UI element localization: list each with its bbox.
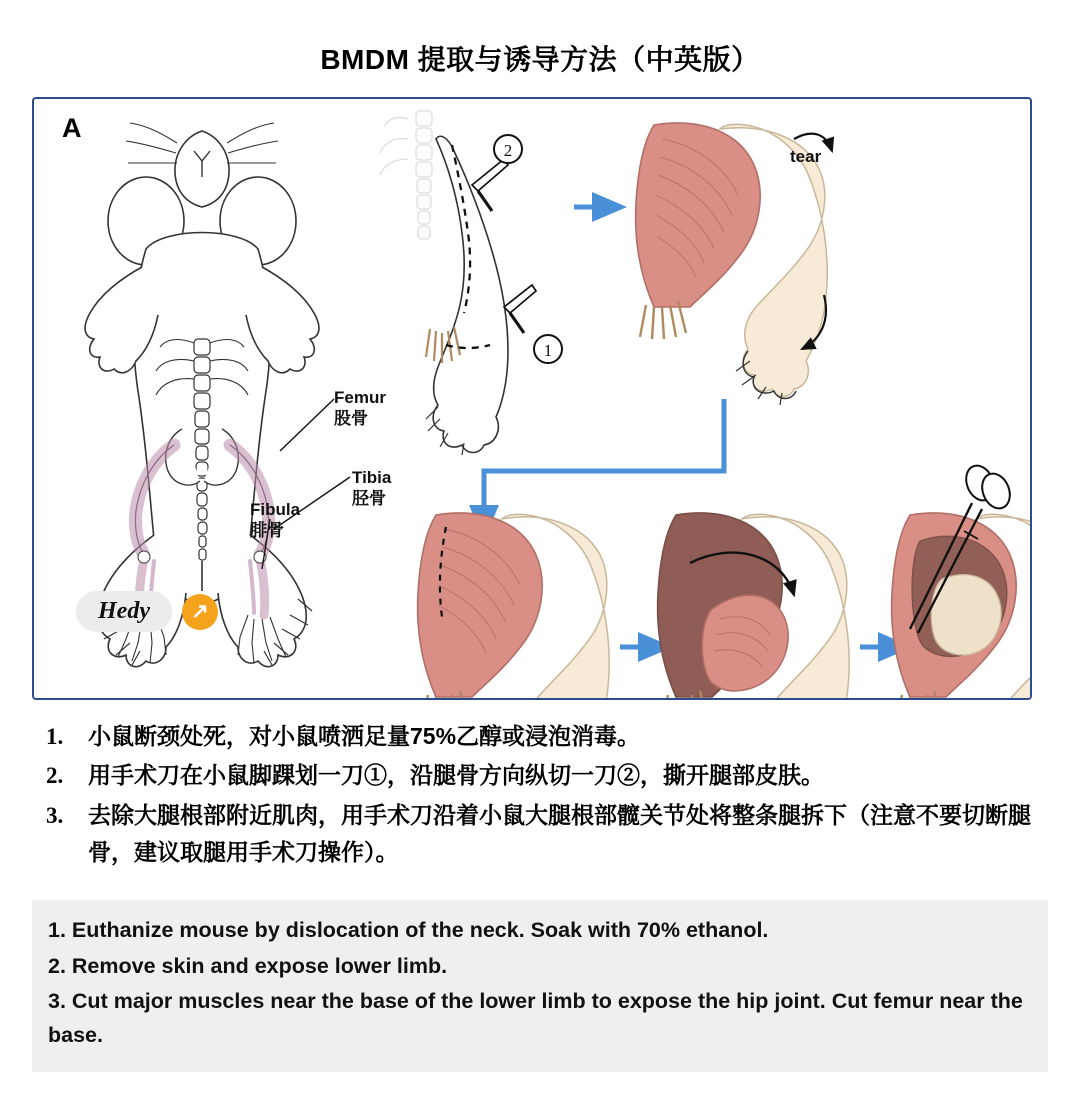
- list-item: [46, 718, 1036, 755]
- step-cut-marks-illustration: [380, 111, 562, 455]
- step-text: 小鼠断颈处死，对小鼠喷洒足量75%乙醇或浸泡消毒。: [88, 723, 641, 749]
- watermark-name: Hedy: [76, 591, 172, 632]
- tibia-label: Tibia 胫骨: [352, 468, 392, 509]
- scalpel-icon-2: [472, 159, 508, 211]
- hip-cut-illustration-1: [418, 513, 610, 698]
- muscle-peeled-illustration: [658, 513, 850, 698]
- mouse-anatomy-drawing: [85, 123, 319, 667]
- english-steps-block: [32, 900, 1048, 1072]
- panel-letter: A: [62, 113, 82, 143]
- english-step-2: 2. Remove skin and expose lower limb.: [48, 953, 448, 978]
- page-title: BMDM 提取与诱导方法（中英版）: [320, 44, 760, 75]
- step-number: 2.: [46, 763, 64, 789]
- tear-label: tear: [790, 147, 822, 166]
- chinese-steps-list: [46, 718, 1036, 873]
- english-step-1: 1. Euthanize mouse by dislocation of the neck. Soak with 70% ethanol.: [48, 918, 769, 942]
- svg-text:1: 1: [543, 341, 553, 360]
- list-item: [46, 757, 1036, 794]
- hip-joint-cut-illustration: [892, 513, 1030, 698]
- fibula-label: Fibula 腓骨: [250, 500, 301, 541]
- step-text: 去除大腿根部附近肌肉，用手术刀沿着小鼠大腿根部髋关节处将整条腿拆下（注意不要切断腿骨，建议取腿用手术刀操作）。: [88, 801, 1031, 865]
- watermark: [76, 591, 218, 632]
- scalpel-icon-1: [504, 285, 536, 333]
- step-number: 1.: [46, 724, 64, 749]
- step-text: 用手术刀在小鼠脚踝划一刀①，沿腿骨方向纵切一刀②，撕开腿部皮肤。: [88, 762, 824, 789]
- svg-text:2: 2: [503, 141, 513, 160]
- femur-label: Femur 股骨: [334, 388, 386, 429]
- english-step-3: 3. Cut major muscles near the base of the lower limb to expose the hip joint. Cut femur near the base.: [48, 989, 1023, 1047]
- list-item: [46, 797, 1036, 872]
- figure-panel-a: [32, 97, 1032, 700]
- watermark-badge-icon: ↗: [182, 594, 218, 630]
- step-number: 3.: [46, 802, 64, 828]
